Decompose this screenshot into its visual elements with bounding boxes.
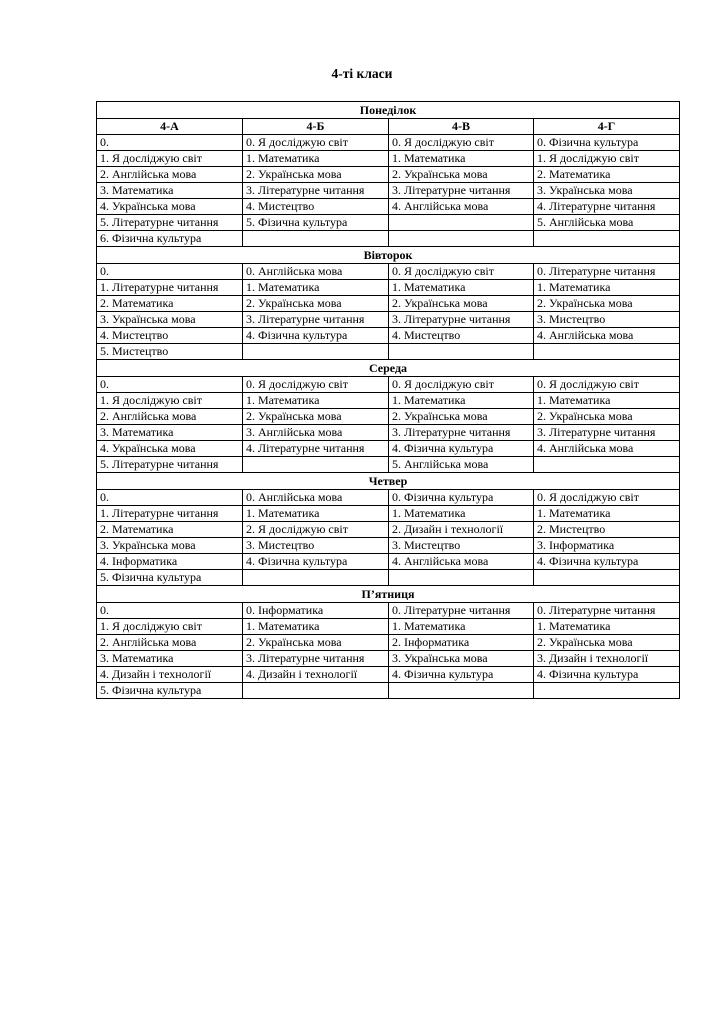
lesson-cell: 0. Я досліджую світ [534, 377, 680, 393]
lesson-cell: 1. Я досліджую світ [534, 151, 680, 167]
lesson-cell: 2. Я досліджую світ [243, 522, 389, 538]
lesson-cell: 5. Мистецтво [97, 344, 243, 360]
lesson-cell: 4. Літературне читання [243, 441, 389, 457]
lesson-row [97, 457, 680, 473]
lesson-cell [534, 683, 680, 699]
lesson-row [97, 441, 680, 457]
day-name: Середа [97, 360, 680, 377]
lesson-cell [243, 231, 389, 247]
lesson-cell: 1. Математика [534, 393, 680, 409]
lesson-cell: 2. Українська мова [243, 409, 389, 425]
lesson-cell: 4. Мистецтво [243, 199, 389, 215]
lesson-cell: 0. Англійська мова [243, 264, 389, 280]
lesson-cell: 3. Українська мова [389, 651, 534, 667]
lesson-cell: 0. Фізична культура [534, 135, 680, 151]
lesson-row [97, 231, 680, 247]
day-header-row [97, 586, 680, 603]
lesson-cell: 5. Літературне читання [97, 215, 243, 231]
lesson-cell: 4. Українська мова [97, 199, 243, 215]
lesson-cell: 1. Математика [243, 151, 389, 167]
lesson-cell [389, 570, 534, 586]
lesson-row [97, 635, 680, 651]
lesson-cell: 1. Математика [243, 393, 389, 409]
lesson-row [97, 393, 680, 409]
lesson-row [97, 425, 680, 441]
lesson-cell: 2. Українська мова [243, 167, 389, 183]
lesson-cell [534, 570, 680, 586]
lesson-cell: 6. Фізична культура [97, 231, 243, 247]
lesson-cell: 5. Англійська мова [389, 457, 534, 473]
lesson-cell: 2. Українська мова [534, 409, 680, 425]
lesson-cell: 4. Фізична культура [389, 441, 534, 457]
day-name: Понеділок [97, 102, 680, 119]
lesson-cell: 3. Математика [97, 425, 243, 441]
lesson-cell: 0. Я досліджую світ [243, 135, 389, 151]
lesson-cell: 1. Математика [389, 280, 534, 296]
lesson-cell: 3. Мистецтво [534, 312, 680, 328]
lesson-row [97, 296, 680, 312]
lesson-cell: 3. Літературне читання [534, 425, 680, 441]
lesson-cell [243, 344, 389, 360]
schedule-table [96, 101, 680, 699]
lesson-cell: 1. Математика [534, 280, 680, 296]
lesson-cell: 0. [97, 264, 243, 280]
lesson-cell: 0. Англійська мова [243, 490, 389, 506]
lesson-cell: 1. Я досліджую світ [97, 619, 243, 635]
lesson-row [97, 667, 680, 683]
lesson-cell: 5. Літературне читання [97, 457, 243, 473]
lesson-cell: 3. Мистецтво [389, 538, 534, 554]
lesson-cell: 4. Інформатика [97, 554, 243, 570]
lesson-cell: 1. Математика [243, 280, 389, 296]
lesson-cell: 2. Англійська мова [97, 167, 243, 183]
lesson-cell: 1. Математика [243, 506, 389, 522]
lesson-cell: 4. Фізична культура [243, 554, 389, 570]
lesson-cell: 1. Математика [389, 151, 534, 167]
lesson-cell: 0. Я досліджую світ [389, 135, 534, 151]
day-name: П’ятниця [97, 586, 680, 603]
lesson-cell: 2. Українська мова [389, 409, 534, 425]
lesson-cell: 4. Фізична культура [534, 554, 680, 570]
day-header-row [97, 102, 680, 119]
lesson-row [97, 570, 680, 586]
lesson-cell: 4. Англійська мова [389, 199, 534, 215]
lesson-cell: 4. Дизайн і технології [97, 667, 243, 683]
class-header: 4-А [97, 119, 243, 135]
lesson-cell: 2. Математика [97, 296, 243, 312]
lesson-cell: 1. Літературне читання [97, 506, 243, 522]
day-name: Четвер [97, 473, 680, 490]
lesson-cell [534, 457, 680, 473]
lesson-cell: 2. Українська мова [243, 296, 389, 312]
lesson-cell: 3. Мистецтво [243, 538, 389, 554]
lesson-cell [389, 344, 534, 360]
lesson-row [97, 490, 680, 506]
lesson-cell: 3. Українська мова [97, 312, 243, 328]
lesson-cell: 2. Математика [97, 522, 243, 538]
lesson-cell: 5. Фізична культура [243, 215, 389, 231]
lesson-cell: 2. Англійська мова [97, 409, 243, 425]
lesson-row [97, 538, 680, 554]
lesson-cell: 3. Літературне читання [243, 651, 389, 667]
lesson-row [97, 603, 680, 619]
lesson-cell: 2. Мистецтво [534, 522, 680, 538]
lesson-cell: 0. Літературне читання [534, 603, 680, 619]
lesson-cell: 4. Англійська мова [534, 328, 680, 344]
lesson-cell: 4. Літературне читання [534, 199, 680, 215]
lesson-cell: 4. Дизайн і технології [243, 667, 389, 683]
lesson-cell: 2. Українська мова [534, 296, 680, 312]
lesson-cell: 3. Математика [97, 651, 243, 667]
day-header-row [97, 247, 680, 264]
lesson-cell: 3. Літературне читання [389, 425, 534, 441]
schedule-body [97, 102, 680, 699]
lesson-cell: 3. Англійська мова [243, 425, 389, 441]
lesson-cell: 4. Англійська мова [534, 441, 680, 457]
lesson-cell: 2. Дизайн і технології [389, 522, 534, 538]
lesson-cell: 1. Літературне читання [97, 280, 243, 296]
lesson-cell: 3. Українська мова [534, 183, 680, 199]
lesson-cell: 4. Англійська мова [389, 554, 534, 570]
lesson-cell [243, 683, 389, 699]
lesson-cell: 2. Англійська мова [97, 635, 243, 651]
lesson-cell: 0. Інформатика [243, 603, 389, 619]
class-header: 4-В [389, 119, 534, 135]
lesson-cell: 3. Інформатика [534, 538, 680, 554]
lesson-row [97, 151, 680, 167]
lesson-cell: 2. Українська мова [534, 635, 680, 651]
lesson-cell: 3. Математика [97, 183, 243, 199]
lesson-row [97, 344, 680, 360]
lesson-cell: 1. Математика [389, 506, 534, 522]
lesson-cell [534, 344, 680, 360]
lesson-cell: 0. [97, 135, 243, 151]
lesson-row [97, 199, 680, 215]
class-header-row [97, 119, 680, 135]
lesson-cell: 3. Українська мова [97, 538, 243, 554]
lesson-row [97, 183, 680, 199]
lesson-cell: 1. Я досліджую світ [97, 393, 243, 409]
lesson-cell: 2. Математика [534, 167, 680, 183]
lesson-cell: 1. Я досліджую світ [97, 151, 243, 167]
lesson-cell: 2. Українська мова [389, 167, 534, 183]
lesson-row [97, 522, 680, 538]
lesson-cell: 4. Фізична культура [243, 328, 389, 344]
lesson-row [97, 377, 680, 393]
lesson-cell [389, 215, 534, 231]
lesson-cell [389, 683, 534, 699]
lesson-row [97, 215, 680, 231]
lesson-cell: 3. Літературне читання [243, 312, 389, 328]
lesson-row [97, 167, 680, 183]
lesson-row [97, 554, 680, 570]
lesson-row [97, 651, 680, 667]
lesson-cell [389, 231, 534, 247]
lesson-cell: 2. Українська мова [389, 296, 534, 312]
lesson-cell: 2. Інформатика [389, 635, 534, 651]
lesson-cell: 1. Математика [389, 393, 534, 409]
day-header-row [97, 473, 680, 490]
lesson-cell: 2. Українська мова [243, 635, 389, 651]
lesson-cell: 4. Мистецтво [389, 328, 534, 344]
lesson-cell: 0. Я досліджую світ [534, 490, 680, 506]
lesson-cell: 0. Я досліджую світ [389, 264, 534, 280]
lesson-cell: 0. Фізична культура [389, 490, 534, 506]
lesson-cell: 4. Мистецтво [97, 328, 243, 344]
lesson-row [97, 312, 680, 328]
lesson-cell: 1. Математика [534, 506, 680, 522]
class-header: 4-Б [243, 119, 389, 135]
lesson-row [97, 683, 680, 699]
lesson-cell: 0. Я досліджую світ [389, 377, 534, 393]
day-header-row [97, 360, 680, 377]
lesson-cell: 4. Фізична культура [389, 667, 534, 683]
lesson-cell: 0. Я досліджую світ [243, 377, 389, 393]
lesson-cell: 5. Фізична культура [97, 683, 243, 699]
lesson-cell: 3. Дизайн і технології [534, 651, 680, 667]
lesson-cell: 0. [97, 377, 243, 393]
lesson-cell: 4. Фізична культура [534, 667, 680, 683]
lesson-cell [534, 231, 680, 247]
lesson-cell: 0. [97, 490, 243, 506]
lesson-row [97, 280, 680, 296]
class-header: 4-Г [534, 119, 680, 135]
lesson-cell: 3. Літературне читання [389, 183, 534, 199]
lesson-cell: 1. Математика [243, 619, 389, 635]
lesson-cell: 3. Літературне читання [389, 312, 534, 328]
lesson-cell: 0. Літературне читання [534, 264, 680, 280]
lesson-row [97, 506, 680, 522]
lesson-cell [243, 457, 389, 473]
lesson-cell: 4. Українська мова [97, 441, 243, 457]
day-name: Вівторок [97, 247, 680, 264]
lesson-row [97, 619, 680, 635]
lesson-cell: 3. Літературне читання [243, 183, 389, 199]
lesson-cell: 5. Фізична культура [97, 570, 243, 586]
lesson-cell [243, 570, 389, 586]
page-title: 4-ті класи [331, 66, 393, 81]
lesson-cell: 5. Англійська мова [534, 215, 680, 231]
lesson-row [97, 328, 680, 344]
lesson-cell: 0. Літературне читання [389, 603, 534, 619]
lesson-row [97, 135, 680, 151]
lesson-row [97, 264, 680, 280]
lesson-cell: 1. Математика [534, 619, 680, 635]
lesson-row [97, 409, 680, 425]
lesson-cell: 1. Математика [389, 619, 534, 635]
lesson-cell: 0. [97, 603, 243, 619]
